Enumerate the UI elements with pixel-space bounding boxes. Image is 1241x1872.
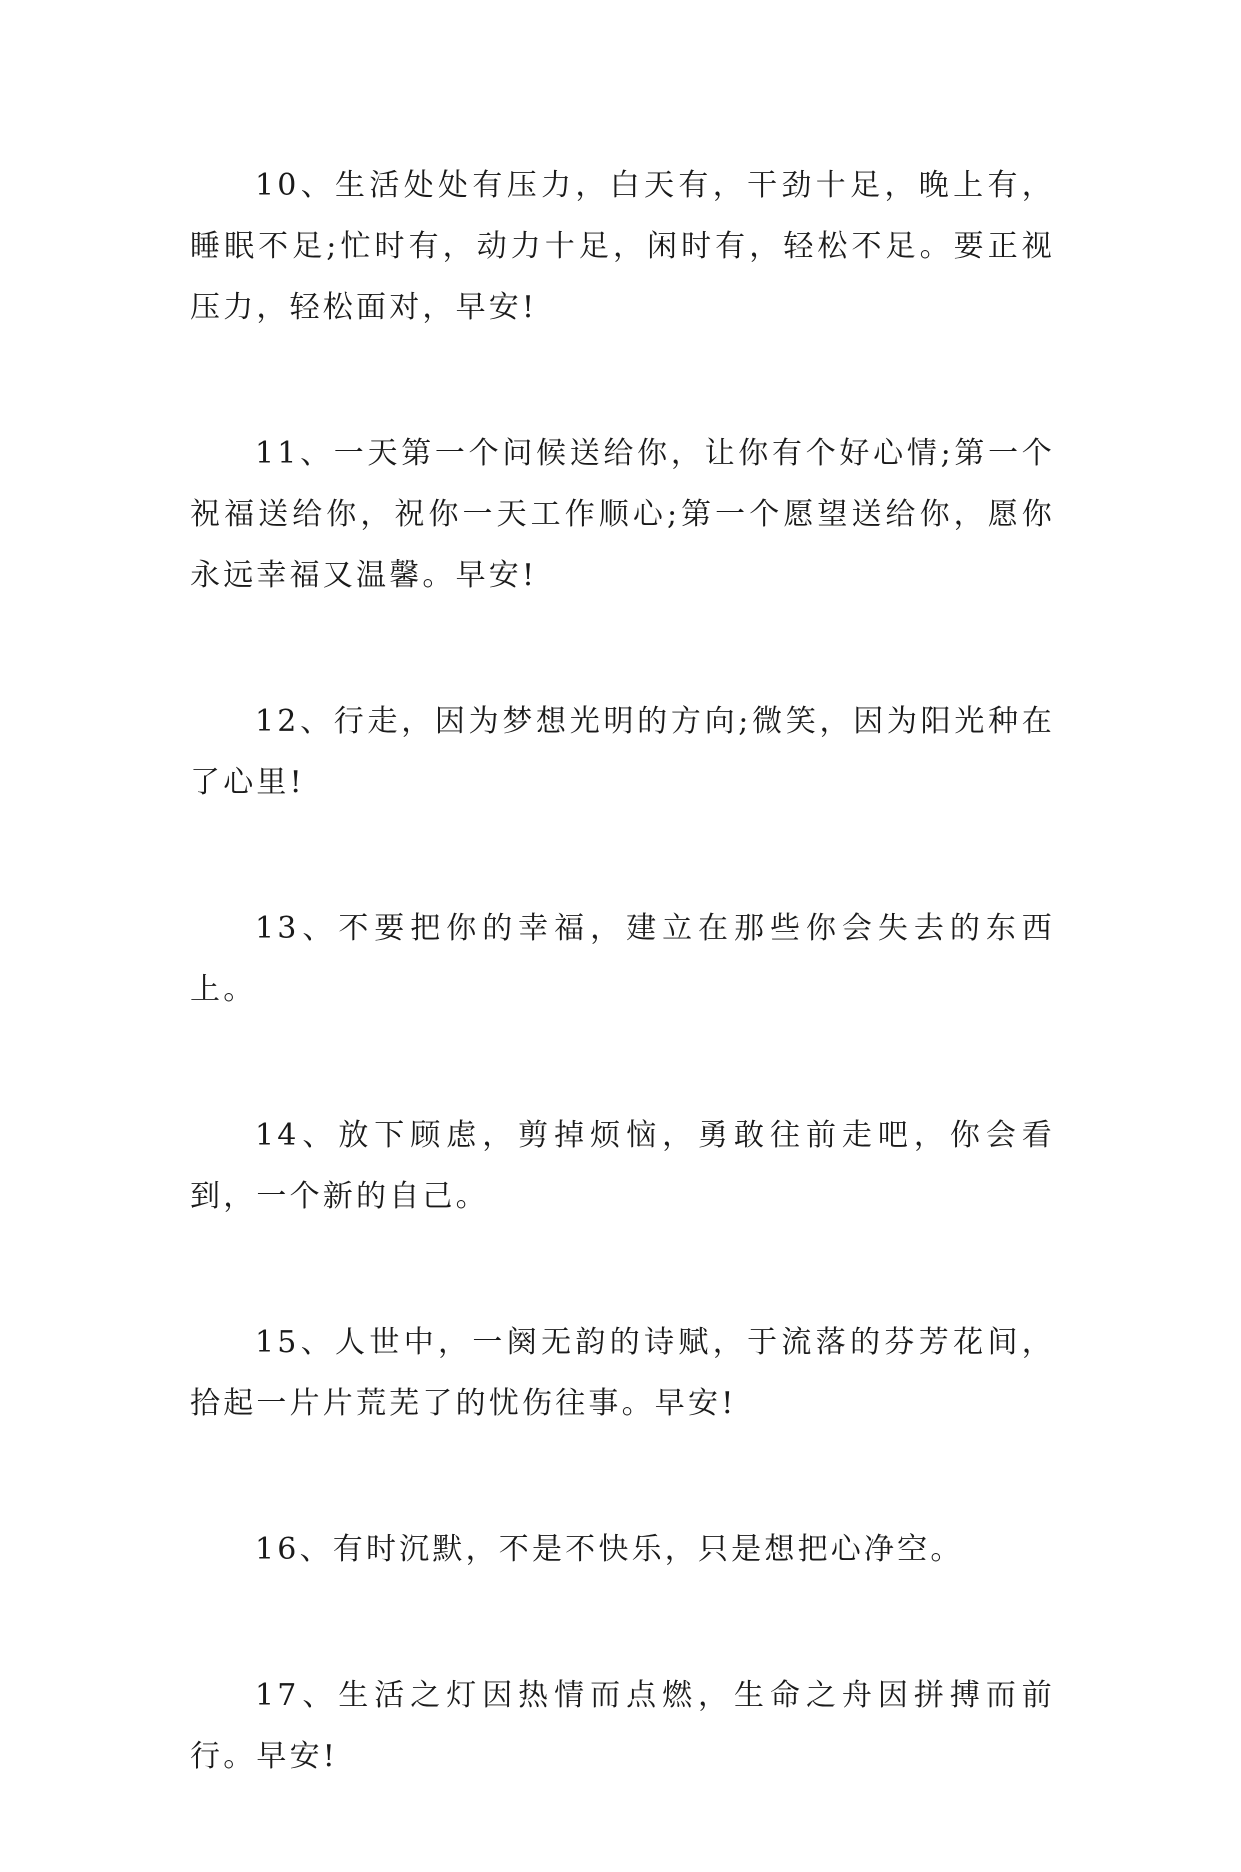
paragraph-13: 13、不要把你的幸福，建立在那些你会失去的东西上。 [190, 911, 1055, 1007]
paragraph-10: 10、生活处处有压力，白天有，干劲十足，晚上有，睡眠不足;忙时有，动力十足，闲时有，轻松不足。要正视压力，轻松面对，早安! [190, 168, 1055, 325]
paragraph-16: 16、有时沉默，不是不快乐，只是想把心净空。 [255, 1532, 964, 1567]
document-body [190, 155, 1055, 1872]
paragraph-11: 11、一天第一个问候送给你，让你有个好心情;第一个祝福送给你，祝你一天工作顺心;第一个愿望送给你，愿你永远幸福又温馨。早安! [190, 436, 1055, 593]
paragraph-12: 12、行走，因为梦想光明的方向;微笑，因为阳光种在了心里! [190, 704, 1055, 800]
paragraph-17: 17、生活之灯因热情而点燃，生命之舟因拼搏而前行。早安! [190, 1678, 1055, 1774]
paragraph-14: 14、放下顾虑，剪掉烦恼，勇敢往前走吧，你会看到，一个新的自己。 [190, 1118, 1055, 1214]
paragraph-15: 15、人世中，一阕无韵的诗赋，于流落的芬芳花间，拾起一片片荒芜了的忧伤往事。早安! [190, 1325, 1055, 1421]
